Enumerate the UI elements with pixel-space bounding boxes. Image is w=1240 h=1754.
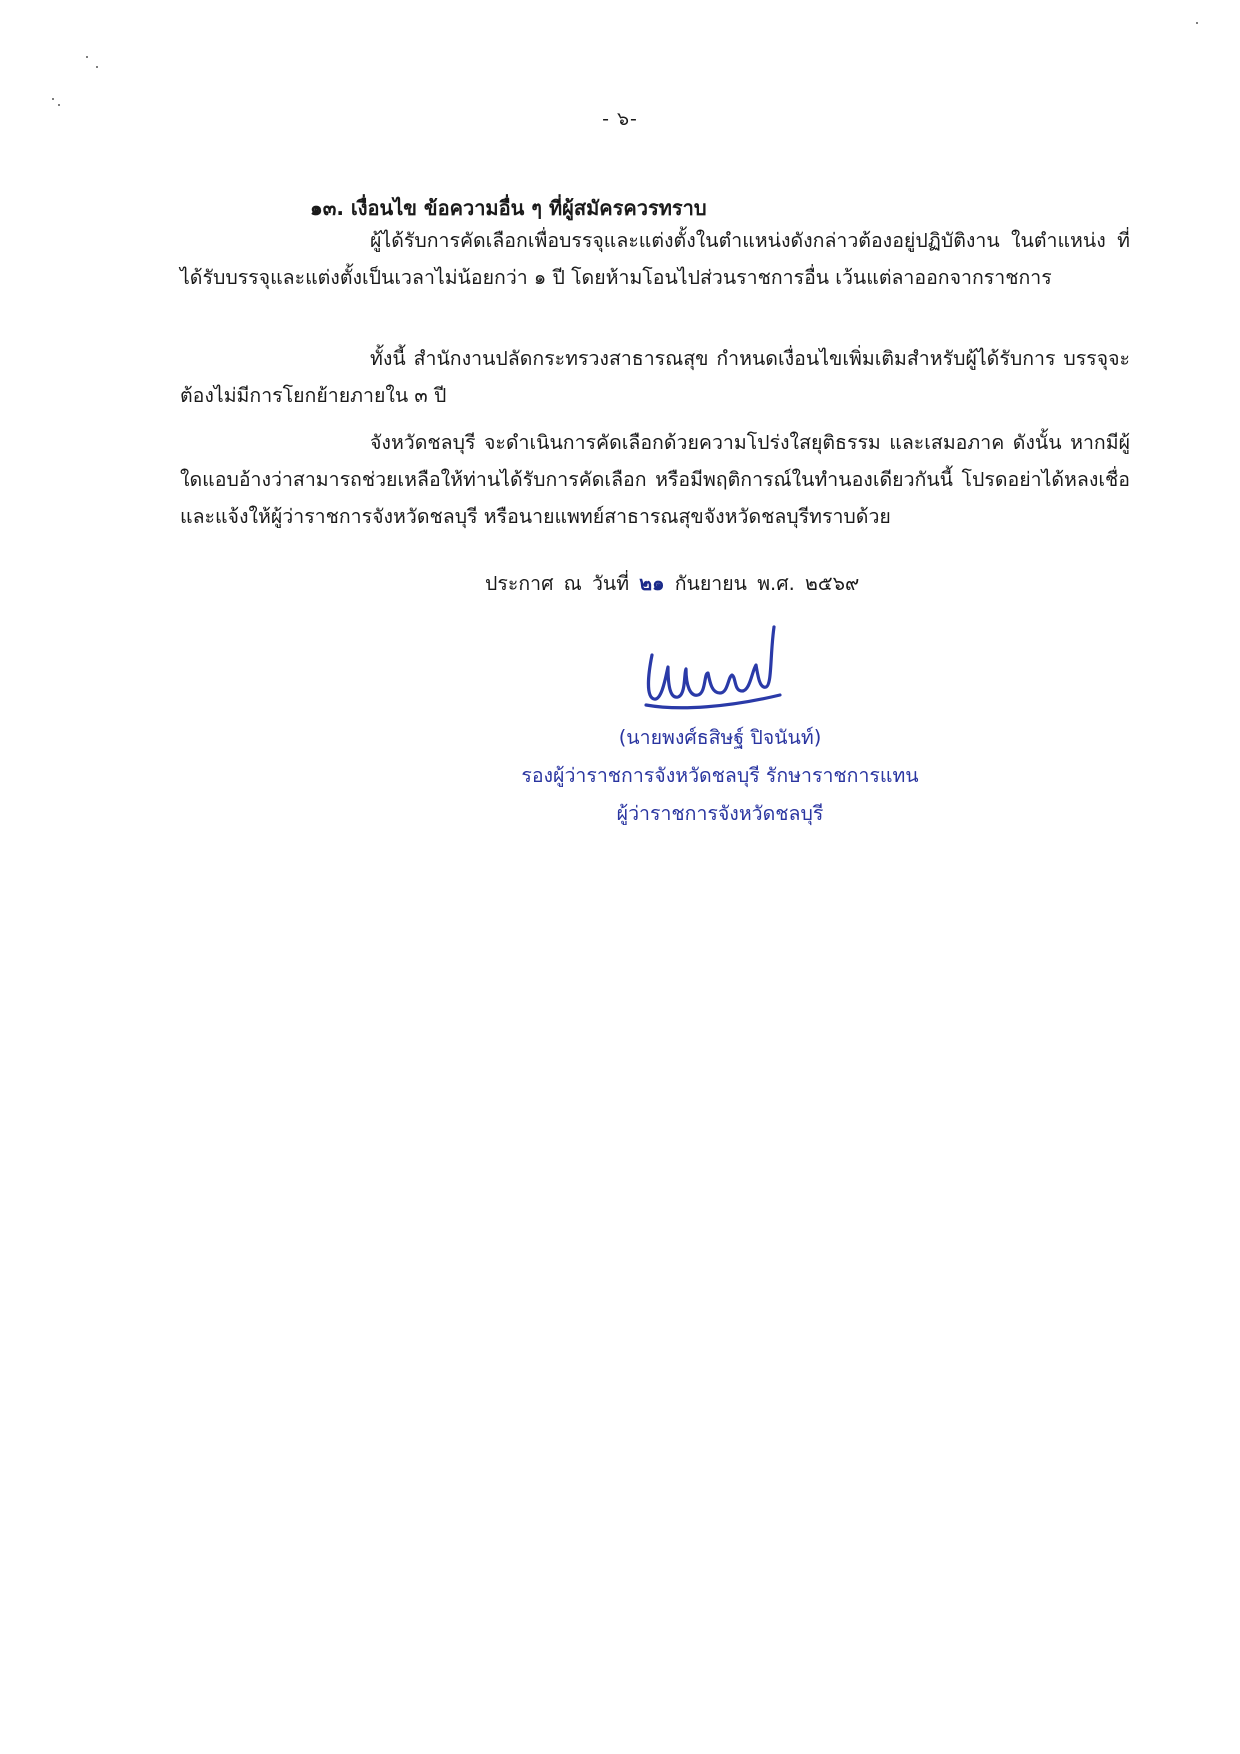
signatory-name: (นายพงศ์ธสิษฐ์ ปิจนันท์) — [618, 726, 822, 749]
scan-speck — [52, 98, 54, 100]
paragraph-transparency — [180, 424, 1130, 535]
paragraph-additional — [180, 340, 1130, 414]
section-heading: ๑๓. เงื่อนไข ข้อความอื่น ๆ ที่ผู้สมัครควรทราบ — [310, 196, 707, 220]
paragraph-conditions — [180, 222, 1130, 296]
date-prefix: ประกาศ ณ วันที่ — [485, 572, 630, 595]
page-number: - ๖- — [602, 108, 638, 130]
paragraph-text: ผู้ได้รับการคัดเลือกเพื่อบรรจุและแต่งตั้งในตำแหน่งดังกล่าวต้องอยู่ปฏิบัติงาน ในตำแหน่ง ที่ได้รับบรรจุและแต่งตั้งเป็นเวลาไม่น้อยกว่า ๑ ปี โดยห้ามโอนไปส่วนราชการอื่น เว้นแต่ลาออกจากราชการ — [180, 229, 1130, 289]
paragraph-text: ทั้งนี้ สำนักงานปลัดกระทรวงสาธารณสุข กำหนดเงื่อนไขเพิ่มเติมสำหรับผู้ได้รับการ บรรจุจะต้องไม่มีการโยกย้ายภายใน ๓ ปี — [180, 347, 1130, 407]
announcement-date — [485, 568, 859, 599]
signatory-title: รองผู้ว่าราชการจังหวัดชลบุรี รักษาราชการแทน — [521, 764, 919, 787]
scan-speck — [86, 56, 88, 58]
date-day: ๒๑ — [639, 572, 665, 595]
scan-speck — [1196, 22, 1198, 24]
date-month-year: กันยายน พ.ศ. ๒๕๖๙ — [674, 572, 860, 595]
paragraph-text: จังหวัดชลบุรี จะดำเนินการคัดเลือกด้วยความโปร่งใสยุติธรรม และเสมอภาค ดังนั้น หากมีผู้ใดแอบอ้างว่าสามารถช่วยเหลือให้ท่านได้รับการคัดเลือก หรือมีพฤติการณ์ในทำนองเดียวกันนี้ โปรดอย่าได้หลงเชื่อและแจ้งให้ผู้ว่าราชการจังหวัดชลบุรี หรือนายแพทย์สาธารณสุขจังหวัดชลบุรีทราบด้วย — [180, 431, 1130, 528]
handwritten-signature — [640, 615, 800, 715]
scan-speck — [96, 66, 98, 68]
signatory-title-2: ผู้ว่าราชการจังหวัดชลบุรี — [616, 802, 824, 825]
